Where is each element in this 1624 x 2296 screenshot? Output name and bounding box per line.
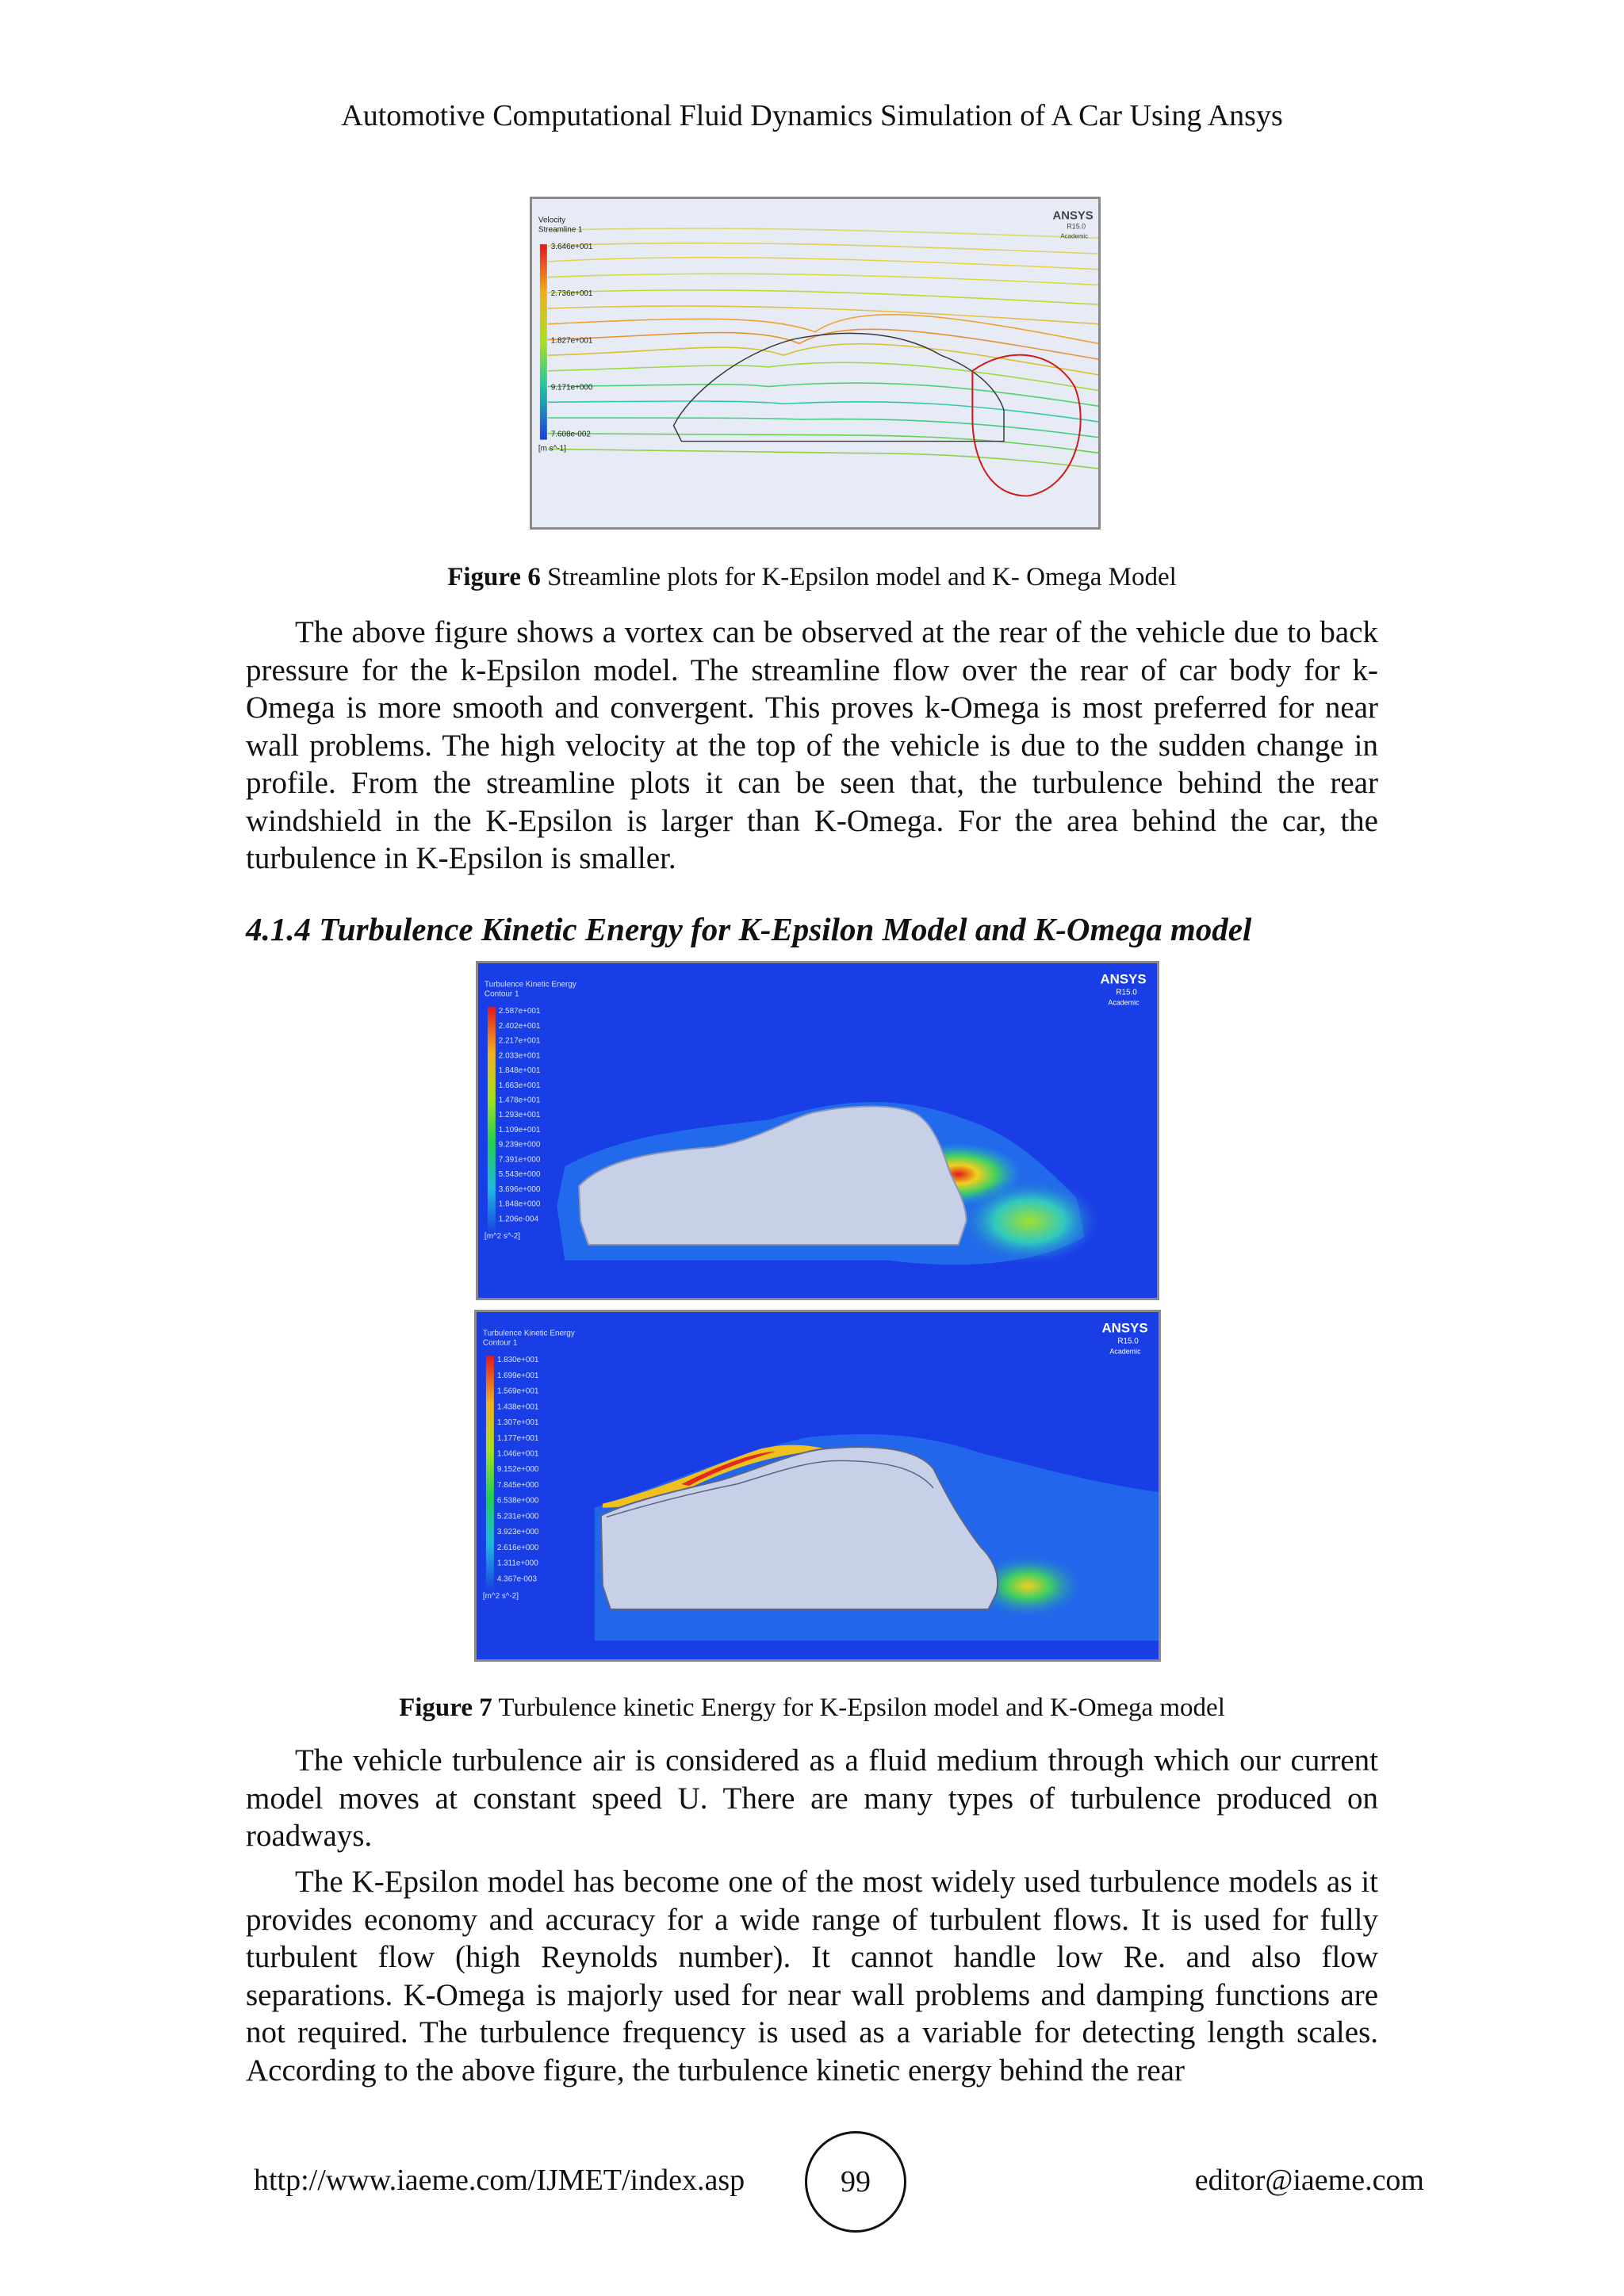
footer-email-link[interactable]: editor@iaeme.com — [1194, 2164, 1424, 2197]
fig7a-legend-value: 7.391e+000 — [498, 1155, 541, 1165]
figure-6-streamline-plot — [530, 197, 1101, 530]
fig7b-legend-value: 4.367e-003 — [496, 1575, 537, 1584]
fig7a-legend-value: 1.109e+001 — [498, 1126, 541, 1135]
fig6-legend-value: 1.827e+001 — [550, 336, 593, 346]
fig7a-legend-value: 2.402e+001 — [498, 1021, 541, 1031]
fig7a-legend-value: 1.848e+001 — [498, 1066, 541, 1076]
fig7a-legend-unit: [m^2 s^-2] — [484, 1232, 521, 1242]
caption-text: Turbulence kinetic Energy for K-Epsilon model and K-Omega model — [492, 1693, 1225, 1722]
fig7b-legend-value: 7.845e+000 — [496, 1480, 539, 1490]
fig7a-legend-value: 1.478e+001 — [498, 1096, 541, 1105]
fig6-legend-title: Velocity — [538, 216, 566, 225]
caption-label: Figure 6 — [447, 563, 541, 591]
fig7b-legend-value: 9.152e+000 — [496, 1465, 539, 1475]
section-heading: 4.1.4 Turbulence Kinetic Energy for K-Epsilon Model and K-Omega model — [246, 911, 1252, 947]
fig7a-legend-value: 1.848e+000 — [498, 1200, 541, 1209]
ansys-logo: ANSYS — [1101, 1320, 1148, 1336]
ansys-version: R15.0 — [1116, 988, 1137, 997]
fig7a-legend-value: 2.587e+001 — [498, 1007, 541, 1016]
ansys-logo: ANSYS — [1100, 971, 1147, 987]
paragraph: The K-Epsilon model has become one of the most widely used turbulence models as it provides economy and accuracy for a wide range of turbulent flows. It is used for fully turbulent flow (high Reynolds number). It cannot handle low Re. and also flow separations. K-Omega is majorly used for near wall problems and damping functions are not required. The turbulence frequency is used as a variable for detecting length scales. According to the above figure, the turbulence kinetic energy behind the rear — [246, 1865, 1378, 2087]
caption-label: Figure 7 — [399, 1693, 492, 1722]
fig7a-legend-value: 5.543e+000 — [498, 1170, 541, 1180]
fig7a-legend-title: Turbulence Kinetic Energy — [484, 980, 576, 989]
fig7b-legend-title: Turbulence Kinetic Energy — [482, 1329, 575, 1338]
fig6-legend-value: 2.736e+001 — [550, 289, 593, 299]
fig6-legend-value: 3.646e+001 — [550, 243, 593, 252]
fig7b-legend-value: 3.923e+000 — [496, 1528, 539, 1537]
fig7b-legend-value: 1.307e+001 — [496, 1418, 539, 1428]
fig6-legend-subtitle: Streamline 1 — [538, 225, 583, 235]
fig7b-legend-value: 1.311e+000 — [496, 1559, 538, 1568]
fig7b-legend-value: 1.830e+001 — [496, 1356, 539, 1365]
ansys-edition: Academic — [1108, 998, 1139, 1007]
fig7b-legend-value: 6.538e+000 — [496, 1496, 539, 1506]
fig7a-legend-value: 9.239e+000 — [498, 1140, 541, 1150]
fig6-legend-value: 9.171e+000 — [550, 383, 593, 392]
paragraph: The vehicle turbulence air is considered as a fluid medium through which our current model moves at constant speed U. There are many types of turbulence produced on roadways. — [246, 1743, 1378, 1853]
ansys-version: R15.0 — [1067, 222, 1086, 231]
fig7b-legend-value: 5.231e+000 — [496, 1512, 539, 1521]
ansys-logo: ANSYS — [1052, 209, 1094, 223]
fig7a-legend-subtitle: Contour 1 — [484, 989, 519, 999]
page-number: 99 — [805, 2131, 906, 2233]
ansys-version: R15.0 — [1117, 1337, 1139, 1346]
fig7b-legend-value: 2.616e+000 — [496, 1543, 539, 1552]
fig7a-legend-value: 1.293e+001 — [498, 1111, 541, 1120]
running-head: Automotive Computational Fluid Dynamics Simulation of A Car Using Ansys — [341, 99, 1283, 132]
fig7b-legend-value: 1.569e+001 — [496, 1387, 539, 1396]
fig7b-legend-value: 1.699e+001 — [496, 1371, 539, 1380]
fig6-legend-unit: [m s^-1] — [538, 444, 566, 453]
fig7b-legend-value: 1.046e+001 — [496, 1449, 539, 1459]
caption-text: Streamline plots for K-Epsilon model and K- Omega Model — [540, 563, 1177, 591]
fig7a-legend-value: 2.033e+001 — [498, 1051, 541, 1061]
figure-6-caption — [0, 563, 1624, 592]
figure-7-k-omega-contour — [474, 1310, 1161, 1662]
footer-url-link[interactable]: http://www.iaeme.com/IJMET/index.asp — [254, 2164, 745, 2197]
fig7b-legend-subtitle: Contour 1 — [482, 1338, 518, 1348]
ansys-edition: Academic — [1060, 232, 1089, 240]
figure-7-caption — [0, 1693, 1624, 1723]
fig7a-legend-value: 1.206e-004 — [498, 1215, 538, 1224]
fig7b-legend-unit: [m^2 s^-2] — [482, 1592, 519, 1601]
fig7a-legend-value: 3.696e+000 — [498, 1184, 541, 1194]
fig6-legend-value: 7.608e-002 — [550, 430, 591, 439]
fig7b-legend-value: 1.177e+001 — [496, 1433, 539, 1443]
figure-7-k-epsilon-contour — [476, 961, 1159, 1300]
fig7a-legend-value: 1.663e+001 — [498, 1081, 541, 1090]
fig7b-legend-value: 1.438e+001 — [496, 1402, 539, 1412]
paragraph: The above figure shows a vortex can be observed at the rear of the vehicle due to back pressure for the k-Epsilon model. The streamline flow over the rear of car body for k-Omega is more smooth and convergent. This proves k-Omega is most preferred for near wall problems. The high velocity at the top of the vehicle is due to the sudden change in profile. From the streamline plots it can be seen that, the turbulence behind the rear windshield in the K-Epsilon is larger than K-Omega. For the area behind the car, the turbulence in K-Epsilon is smaller. — [246, 615, 1378, 875]
ansys-edition: Academic — [1109, 1347, 1141, 1356]
fig7a-legend-value: 2.217e+001 — [498, 1036, 541, 1046]
